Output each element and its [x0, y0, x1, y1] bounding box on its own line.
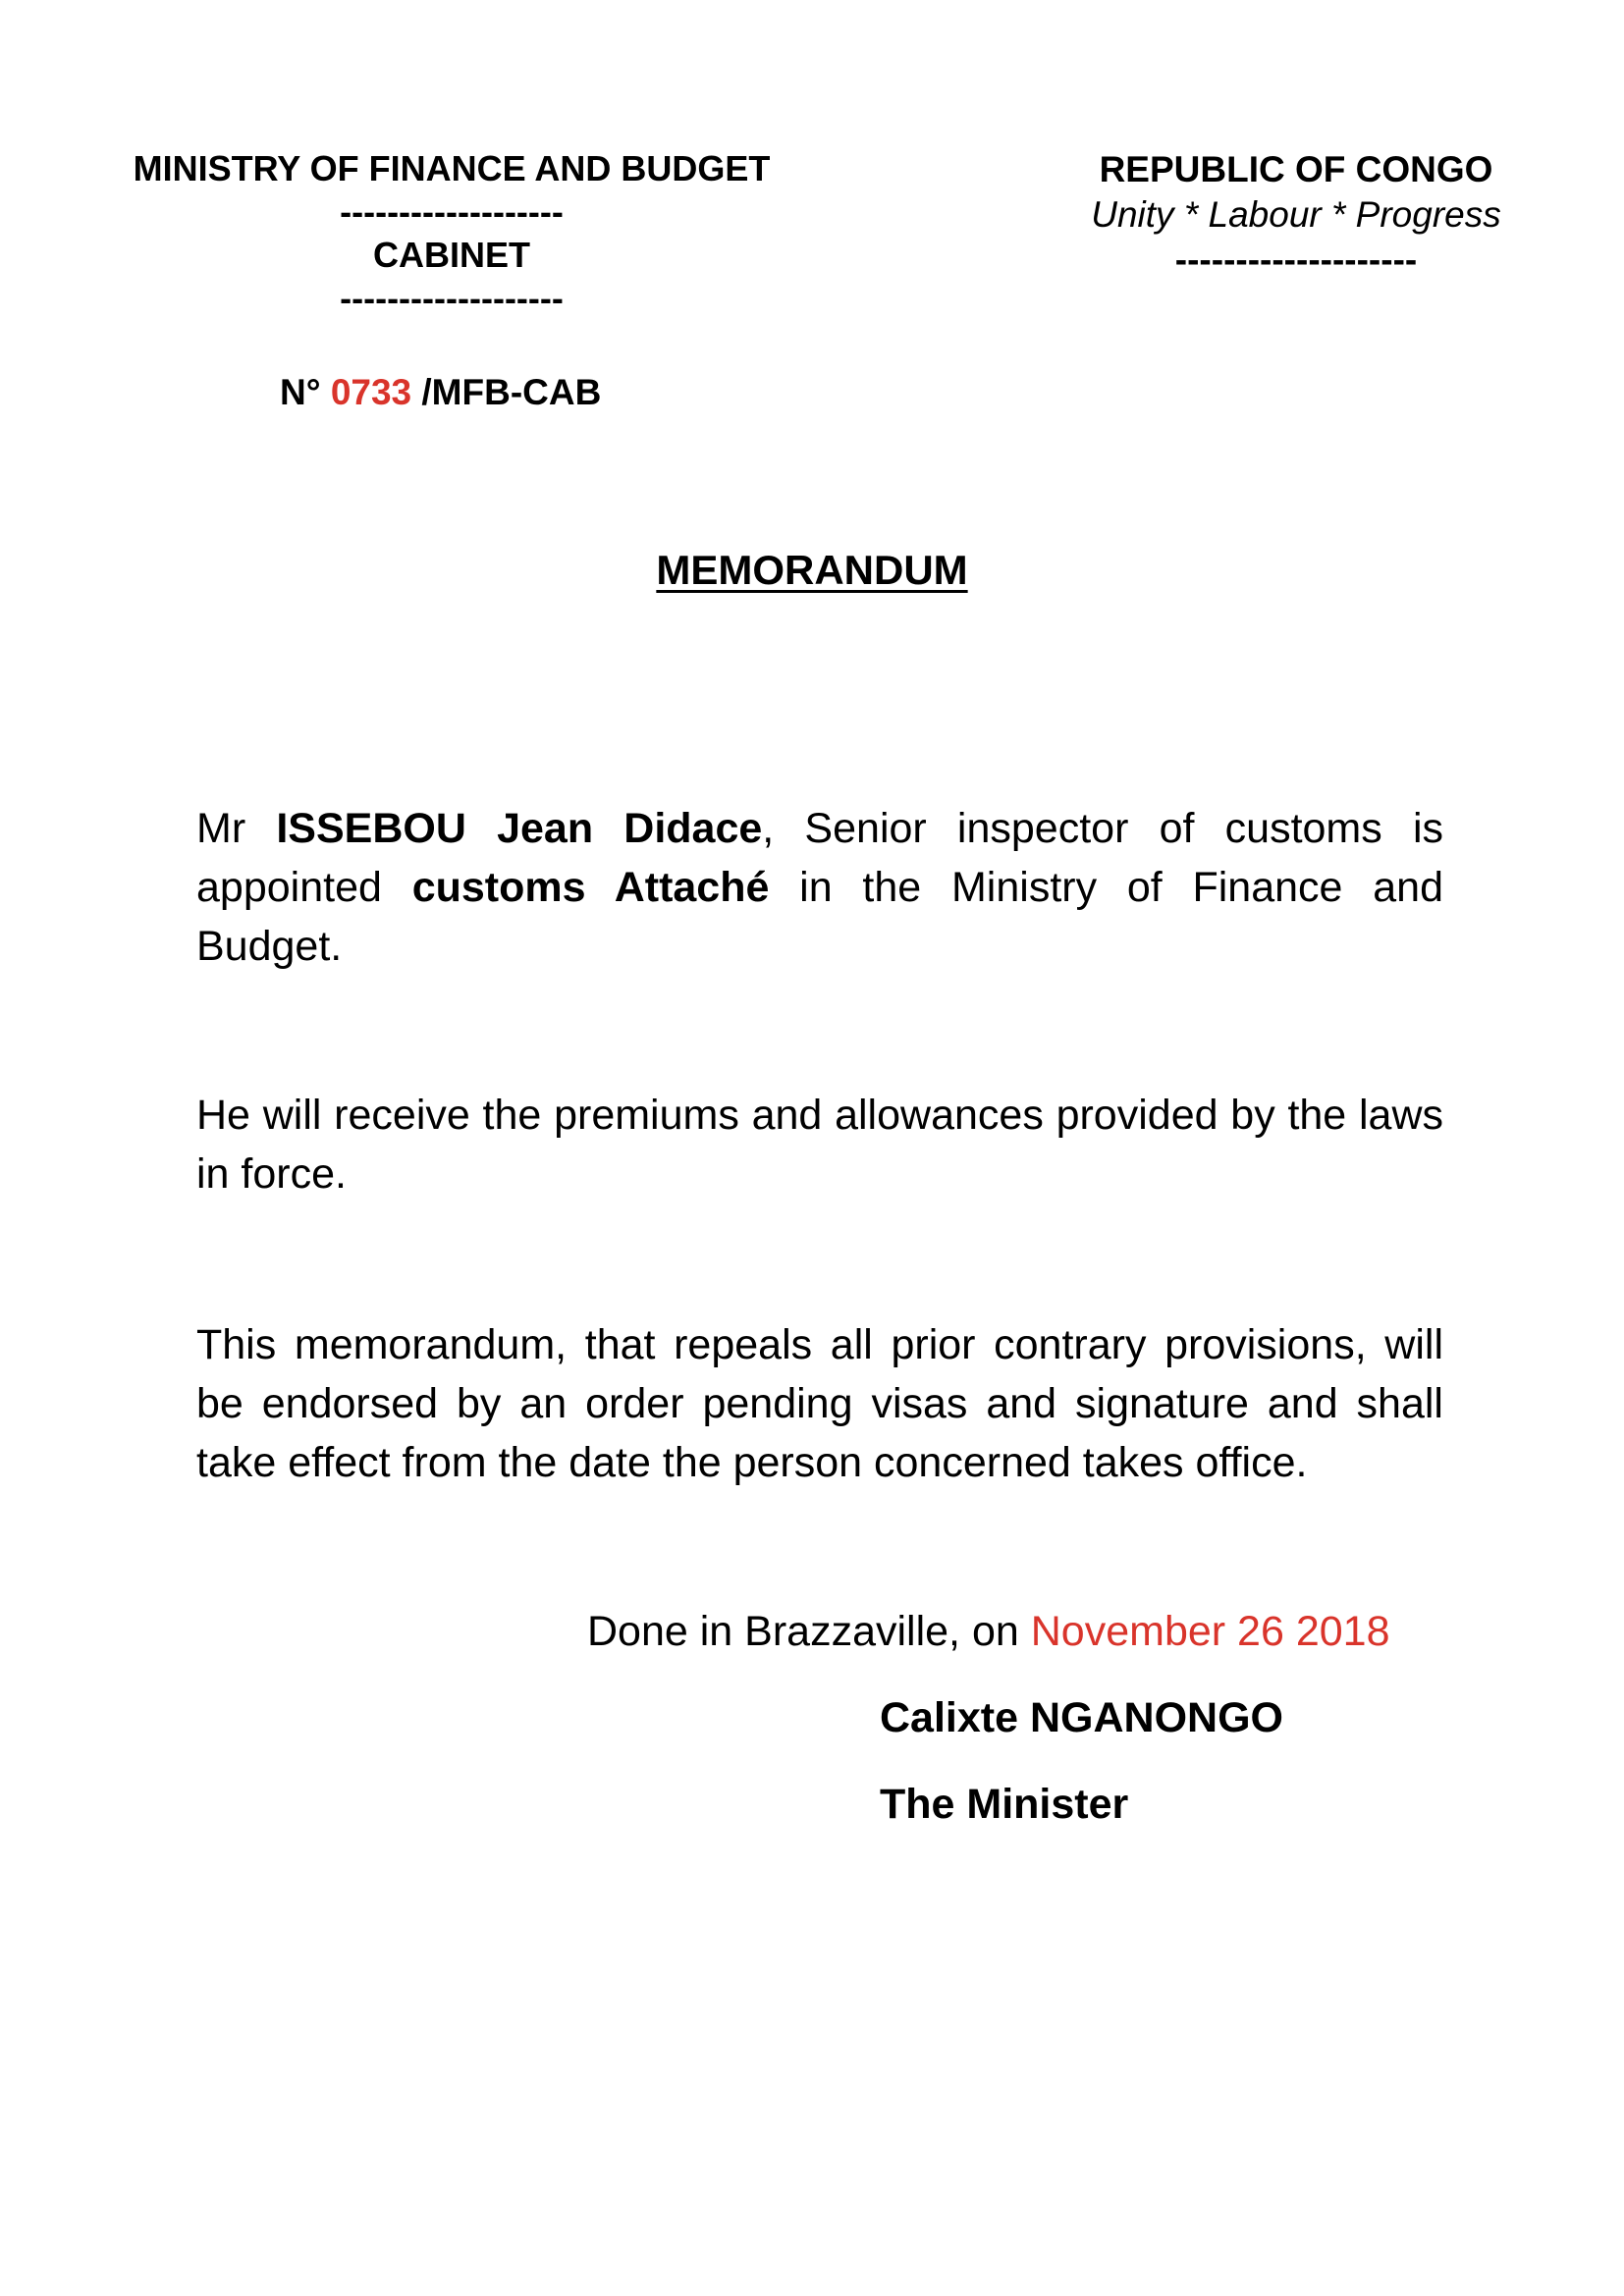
p1-text-3: in the Ministry of Finance and Budget.	[196, 864, 1443, 970]
place-text: Done in Brazzaville, on	[587, 1608, 1019, 1655]
paragraph-appointment	[196, 799, 1443, 976]
reference-number	[280, 371, 601, 414]
signer-title: The Minister	[880, 1781, 1129, 1828]
p1-text-2: , Senior inspector of customs is appointed	[196, 805, 1443, 911]
ministry-header	[79, 147, 825, 320]
document-title	[0, 546, 1624, 595]
reference-prefix: N°	[280, 372, 321, 412]
header-divider: -------------------	[340, 278, 564, 318]
country-name: REPUBLIC OF CONGO	[1099, 149, 1493, 189]
signer-name: Calixte NGANONGO	[880, 1694, 1283, 1741]
document-title-text: MEMORANDUM	[656, 547, 968, 593]
header-divider: --------------------	[1174, 240, 1418, 280]
republic-header	[1060, 147, 1532, 283]
p1-text-1: Mr	[196, 805, 277, 852]
appointed-position: customs Attaché	[411, 864, 770, 911]
place-and-date	[587, 1604, 1389, 1659]
cabinet-label: CABINET	[373, 235, 530, 275]
appointee-name: ISSEBOU Jean Didace	[276, 805, 763, 852]
paragraph-allowances: He will receive the premiums and allowances provided by the laws in force.	[196, 1092, 1443, 1198]
reference-suffix: /MFB-CAB	[421, 372, 602, 412]
paragraph-provisions: This memorandum, that repeals all prior contrary provisions, will be endorsed by an order pending visas and signature and shall take effect from the date the person concerned takes office.	[196, 1321, 1443, 1486]
header-divider: -------------------	[340, 191, 564, 232]
signing-date: November 26 2018	[1030, 1608, 1390, 1655]
ministry-name: MINISTRY OF FINANCE AND BUDGET	[133, 148, 771, 188]
national-motto: Unity * Labour * Progress	[1091, 194, 1501, 235]
reference-number-value: 0733	[330, 372, 412, 412]
